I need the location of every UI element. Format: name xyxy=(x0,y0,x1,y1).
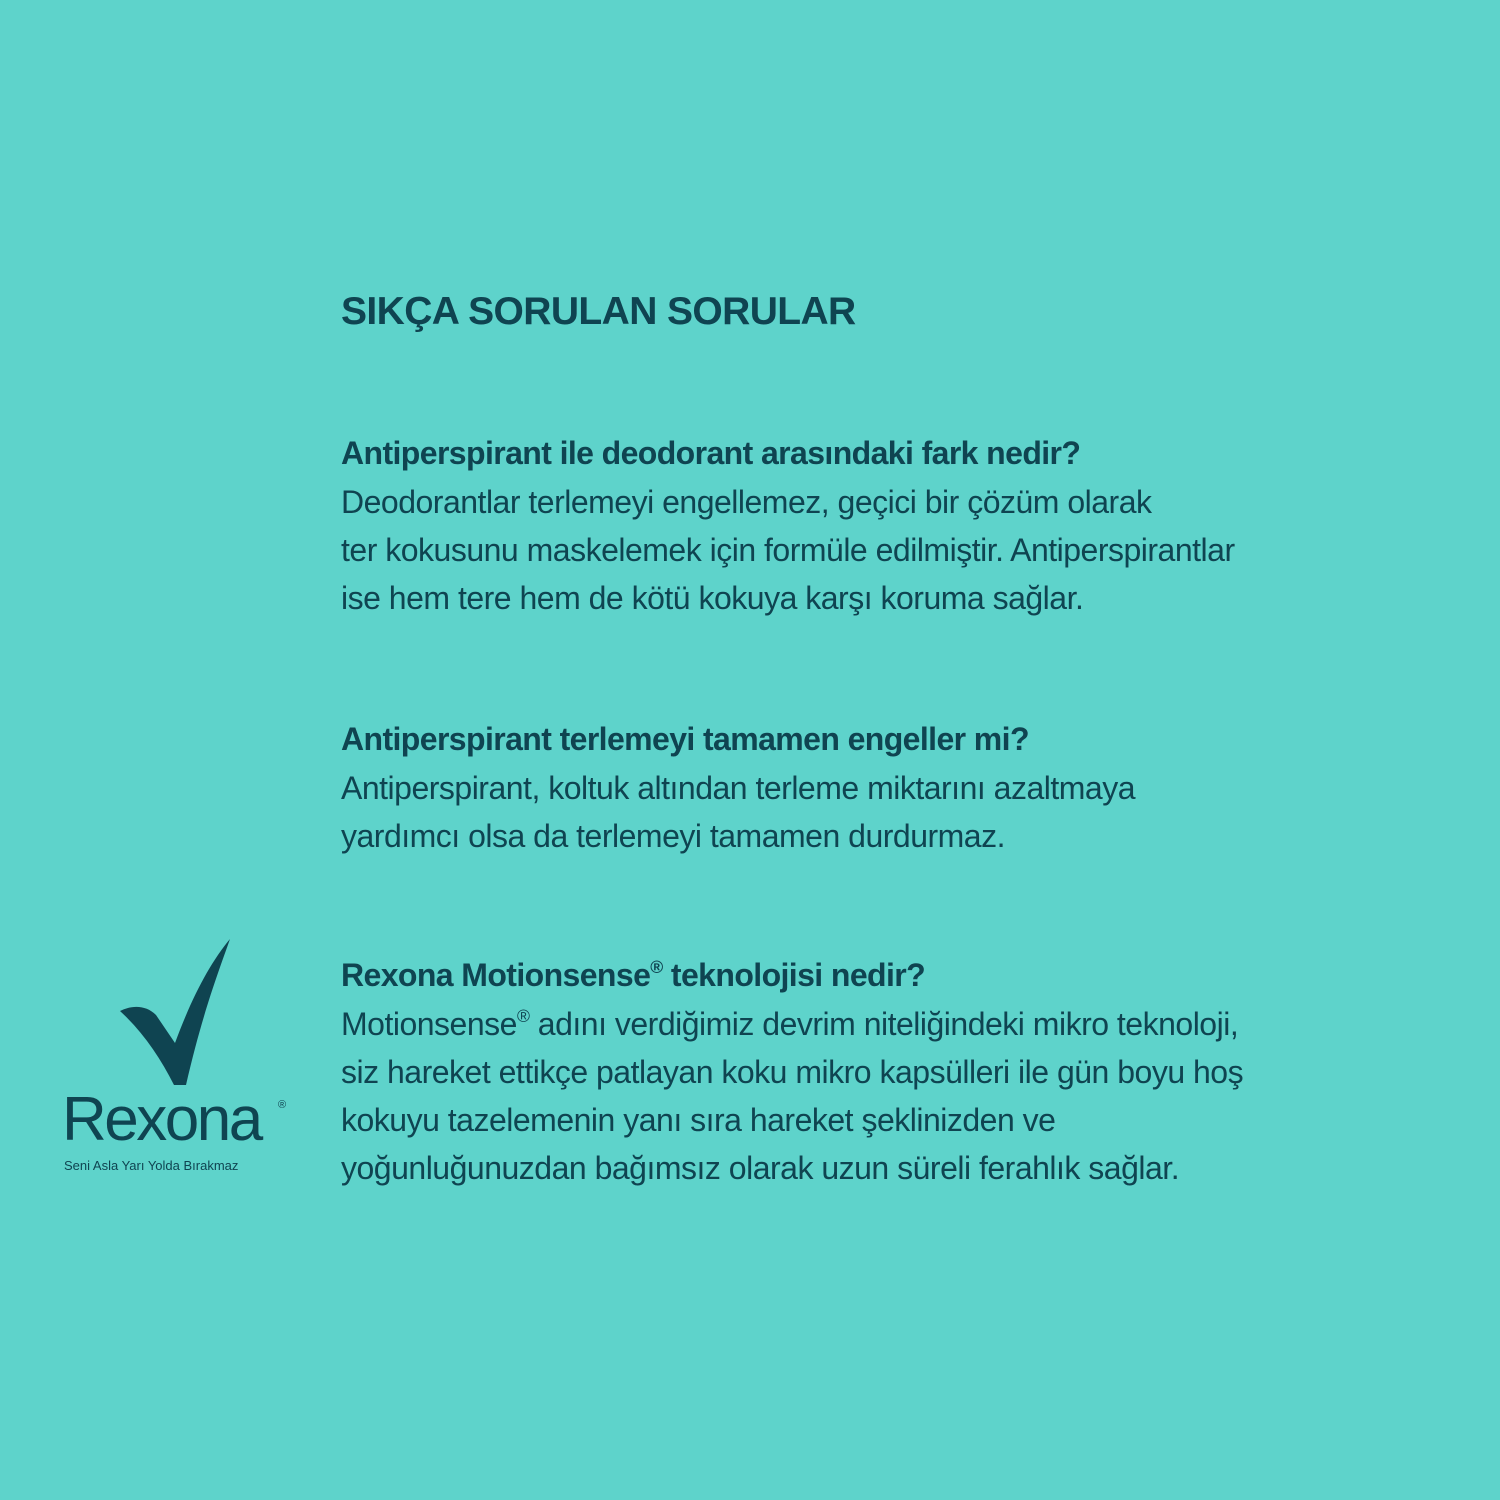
faq-answer xyxy=(341,764,1451,860)
answer-line: kokuyu tazelemenin yanı sıra hareket şeklinizden ve xyxy=(341,1102,1056,1138)
registered-mark: ® xyxy=(516,1005,530,1026)
brand-name: Rexona xyxy=(62,1085,261,1154)
question-text: Rexona Motionsense xyxy=(341,957,651,993)
page-title: SIKÇA SORULAN SORULAR xyxy=(341,290,856,333)
question-text: teknolojisi nedir? xyxy=(662,957,926,993)
faq-question xyxy=(341,952,1451,998)
registered-mark: ® xyxy=(650,956,663,977)
answer-text: Motionsense xyxy=(341,1006,517,1042)
faq-question: Antiperspirant terlemeyi tamamen engeller mi? xyxy=(341,721,1029,757)
answer-line: Deodorantlar terlemeyi engellemez, geçici bir çözüm olarak xyxy=(341,484,1152,520)
faq-answer xyxy=(341,478,1451,622)
answer-line: siz hareket ettikçe patlayan koku mikro kapsülleri ile gün boyu hoş xyxy=(341,1054,1244,1090)
answer-line: ter kokusunu maskelemek için formüle edilmiştir. Antiperspirantlar xyxy=(341,532,1235,568)
faq-item xyxy=(341,716,1451,860)
faq-answer xyxy=(341,1000,1451,1192)
answer-line: Antiperspirant, koltuk altından terleme miktarını azaltmaya xyxy=(341,770,1135,806)
answer-line: yardımcı olsa da terlemeyi tamamen durdurmaz. xyxy=(341,818,1005,854)
brand-registered-mark: ® xyxy=(278,1099,287,1111)
faq-item xyxy=(341,952,1451,1192)
answer-line: yoğunluğunuzdan bağımsız olarak uzun süreli ferahlık sağlar. xyxy=(341,1150,1180,1186)
faq-item xyxy=(341,430,1451,622)
faq-content xyxy=(341,288,1451,1186)
rexona-logo xyxy=(60,935,290,1185)
brand-tagline: Seni Asla Yarı Yolda Bırakmaz xyxy=(64,1158,239,1173)
answer-line: ise hem tere hem de kötü kokuya karşı koruma sağlar. xyxy=(341,580,1084,616)
checkmark-icon xyxy=(118,935,233,1085)
answer-line xyxy=(341,1000,1451,1048)
answer-text: adını verdiğimiz devrim niteliğindeki mikro teknoloji, xyxy=(529,1006,1239,1042)
faq-question: Antiperspirant ile deodorant arasındaki fark nedir? xyxy=(341,435,1081,471)
